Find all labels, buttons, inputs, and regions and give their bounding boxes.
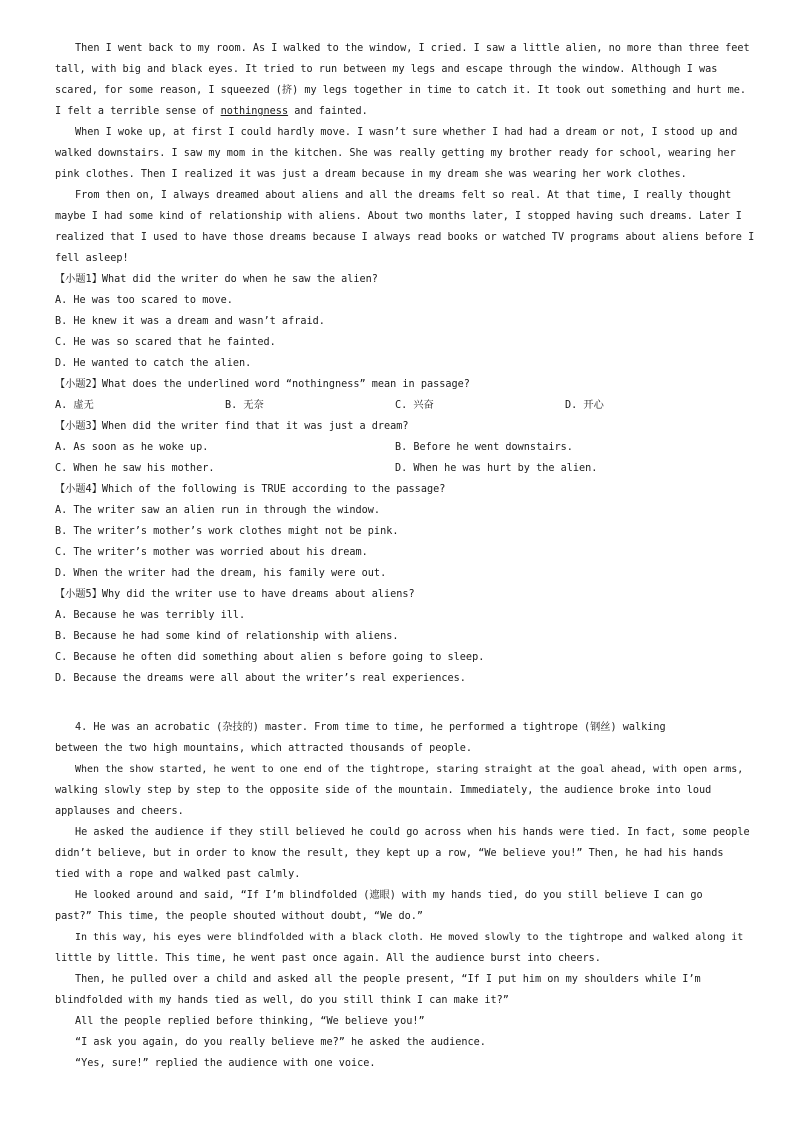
- answer-option: B. Before he went downstairs.: [395, 442, 573, 453]
- passage-line: Then I went back to my room. As I walked to the window, I cried. I saw a little alien, no more than three feet: [75, 43, 750, 54]
- question-stem: 【小题5】Why did the writer use to have dreams about aliens?: [55, 589, 415, 600]
- passage-line: applauses and cheers.: [55, 806, 184, 817]
- answer-option: C. Because he often did something about alien s before going to sleep.: [55, 652, 485, 663]
- answer-option: D. When the writer had the dream, his family were out.: [55, 568, 387, 579]
- answer-option: A. Because he was terribly ill.: [55, 610, 246, 621]
- passage-line: Then, he pulled over a child and asked all the people present, “If I put him on my shoulders while I’m: [75, 974, 701, 985]
- question-stem: 【小题3】When did the writer find that it was just a dream?: [55, 421, 409, 432]
- answer-option: A. He was too scared to move.: [55, 295, 233, 306]
- passage-line: In this way, his eyes were blindfolded with a black cloth. He moved slowly to the tightrope and walked along it: [75, 932, 744, 943]
- answer-option: D. He wanted to catch the alien.: [55, 358, 252, 369]
- passage-line: “I ask you again, do you really believe me?” he asked the audience.: [75, 1037, 486, 1048]
- answer-option: C. The writer’s mother was worried about his dream.: [55, 547, 368, 558]
- question-stem: 【小题4】Which of the following is TRUE according to the passage?: [55, 484, 446, 495]
- passage-line: walked downstairs. I saw my mom in the kitchen. She was really getting my brother ready for school, wearing her: [55, 148, 736, 159]
- passage-line: “Yes, sure!” replied the audience with one voice.: [75, 1058, 376, 1069]
- passage-line: realized that I used to have those dreams because I always read books or watched TV programs about aliens before I: [55, 232, 755, 243]
- passage-line: He looked around and said, “If I’m blindfolded (遮眼) with my hands tied, do you still believe I can go: [75, 890, 703, 901]
- passage-line: little by little. This time, he went past once again. All the audience burst into cheers.: [55, 953, 601, 964]
- passage-line: scared, for some reason, I squeezed (挤) my legs together in time to catch it. It took out something and hurt me.: [55, 85, 746, 96]
- underlined-word: nothingness: [220, 106, 289, 117]
- passage-text: I felt a terrible sense of: [55, 106, 221, 117]
- passage-line: between the two high mountains, which attracted thousands of people.: [55, 743, 473, 754]
- answer-option: B. 无奈: [225, 400, 264, 411]
- answer-option: A. 虚无: [55, 400, 94, 411]
- answer-option: B. The writer’s mother’s work clothes might not be pink.: [55, 526, 399, 537]
- answer-option: B. Because he had some kind of relationship with aliens.: [55, 631, 399, 642]
- passage-line: When I woke up, at first I could hardly move. I wasn’t sure whether I had had a dream or not, I stood up and: [75, 127, 738, 138]
- passage-line: maybe I had some kind of relationship with aliens. About two months later, I stopped having such dreams. Later I: [55, 211, 742, 222]
- answer-option: A. The writer saw an alien run in through the window.: [55, 505, 381, 516]
- passage-line: fell asleep!: [55, 253, 129, 264]
- passage-line: 4. He was an acrobatic (杂技的) master. From time to time, he performed a tightrope (钢丝) walking: [75, 722, 666, 733]
- answer-option: C. 兴奋: [395, 400, 434, 411]
- passage-line: blindfolded with my hands tied as well, do you still think I can make it?”: [55, 995, 509, 1006]
- answer-option: B. He knew it was a dream and wasn’t afraid.: [55, 316, 325, 327]
- passage-line: tied with a rope and walked past calmly.: [55, 869, 301, 880]
- answer-option: C. He was so scared that he fainted.: [55, 337, 276, 348]
- answer-option: A. As soon as he woke up.: [55, 442, 209, 453]
- passage-line: pink clothes. Then I realized it was just a dream because in my dream she was wearing her work clothes.: [55, 169, 687, 180]
- answer-option: D. Because the dreams were all about the writer’s real experiences.: [55, 673, 466, 684]
- passage-line: tall, with big and black eyes. It tried to run between my legs and escape through the window. Although I was: [55, 64, 718, 75]
- passage-line: didn’t believe, but in order to know the result, they kept up a row, “We believe you!” Then, he had his hands: [55, 848, 724, 859]
- passage-line: When the show started, he went to one end of the tightrope, staring straight at the goal ahead, with open arms,: [75, 764, 744, 775]
- answer-option: D. When he was hurt by the alien.: [395, 463, 598, 474]
- passage-text: and fainted.: [288, 106, 368, 117]
- answer-option: D. 开心: [565, 400, 604, 411]
- passage-line: He asked the audience if they still believed he could go across when his hands were tied. In fact, some people: [75, 827, 750, 838]
- passage-line: All the people replied before thinking, “We believe you!”: [75, 1016, 425, 1027]
- question-stem: 【小题1】What did the writer do when he saw the alien?: [55, 274, 378, 285]
- passage-line: past?” This time, the people shouted without doubt, “We do.”: [55, 911, 424, 922]
- answer-option: C. When he saw his mother.: [55, 463, 215, 474]
- passage-line: walking slowly step by step to the opposite side of the mountain. Immediately, the audience broke into loud: [55, 785, 712, 796]
- question-stem: 【小题2】What does the underlined word “nothingness” mean in passage?: [55, 379, 470, 390]
- passage-line: [55, 105, 368, 119]
- passage-line: From then on, I always dreamed about aliens and all the dreams felt so real. At that time, I really thought: [75, 190, 732, 201]
